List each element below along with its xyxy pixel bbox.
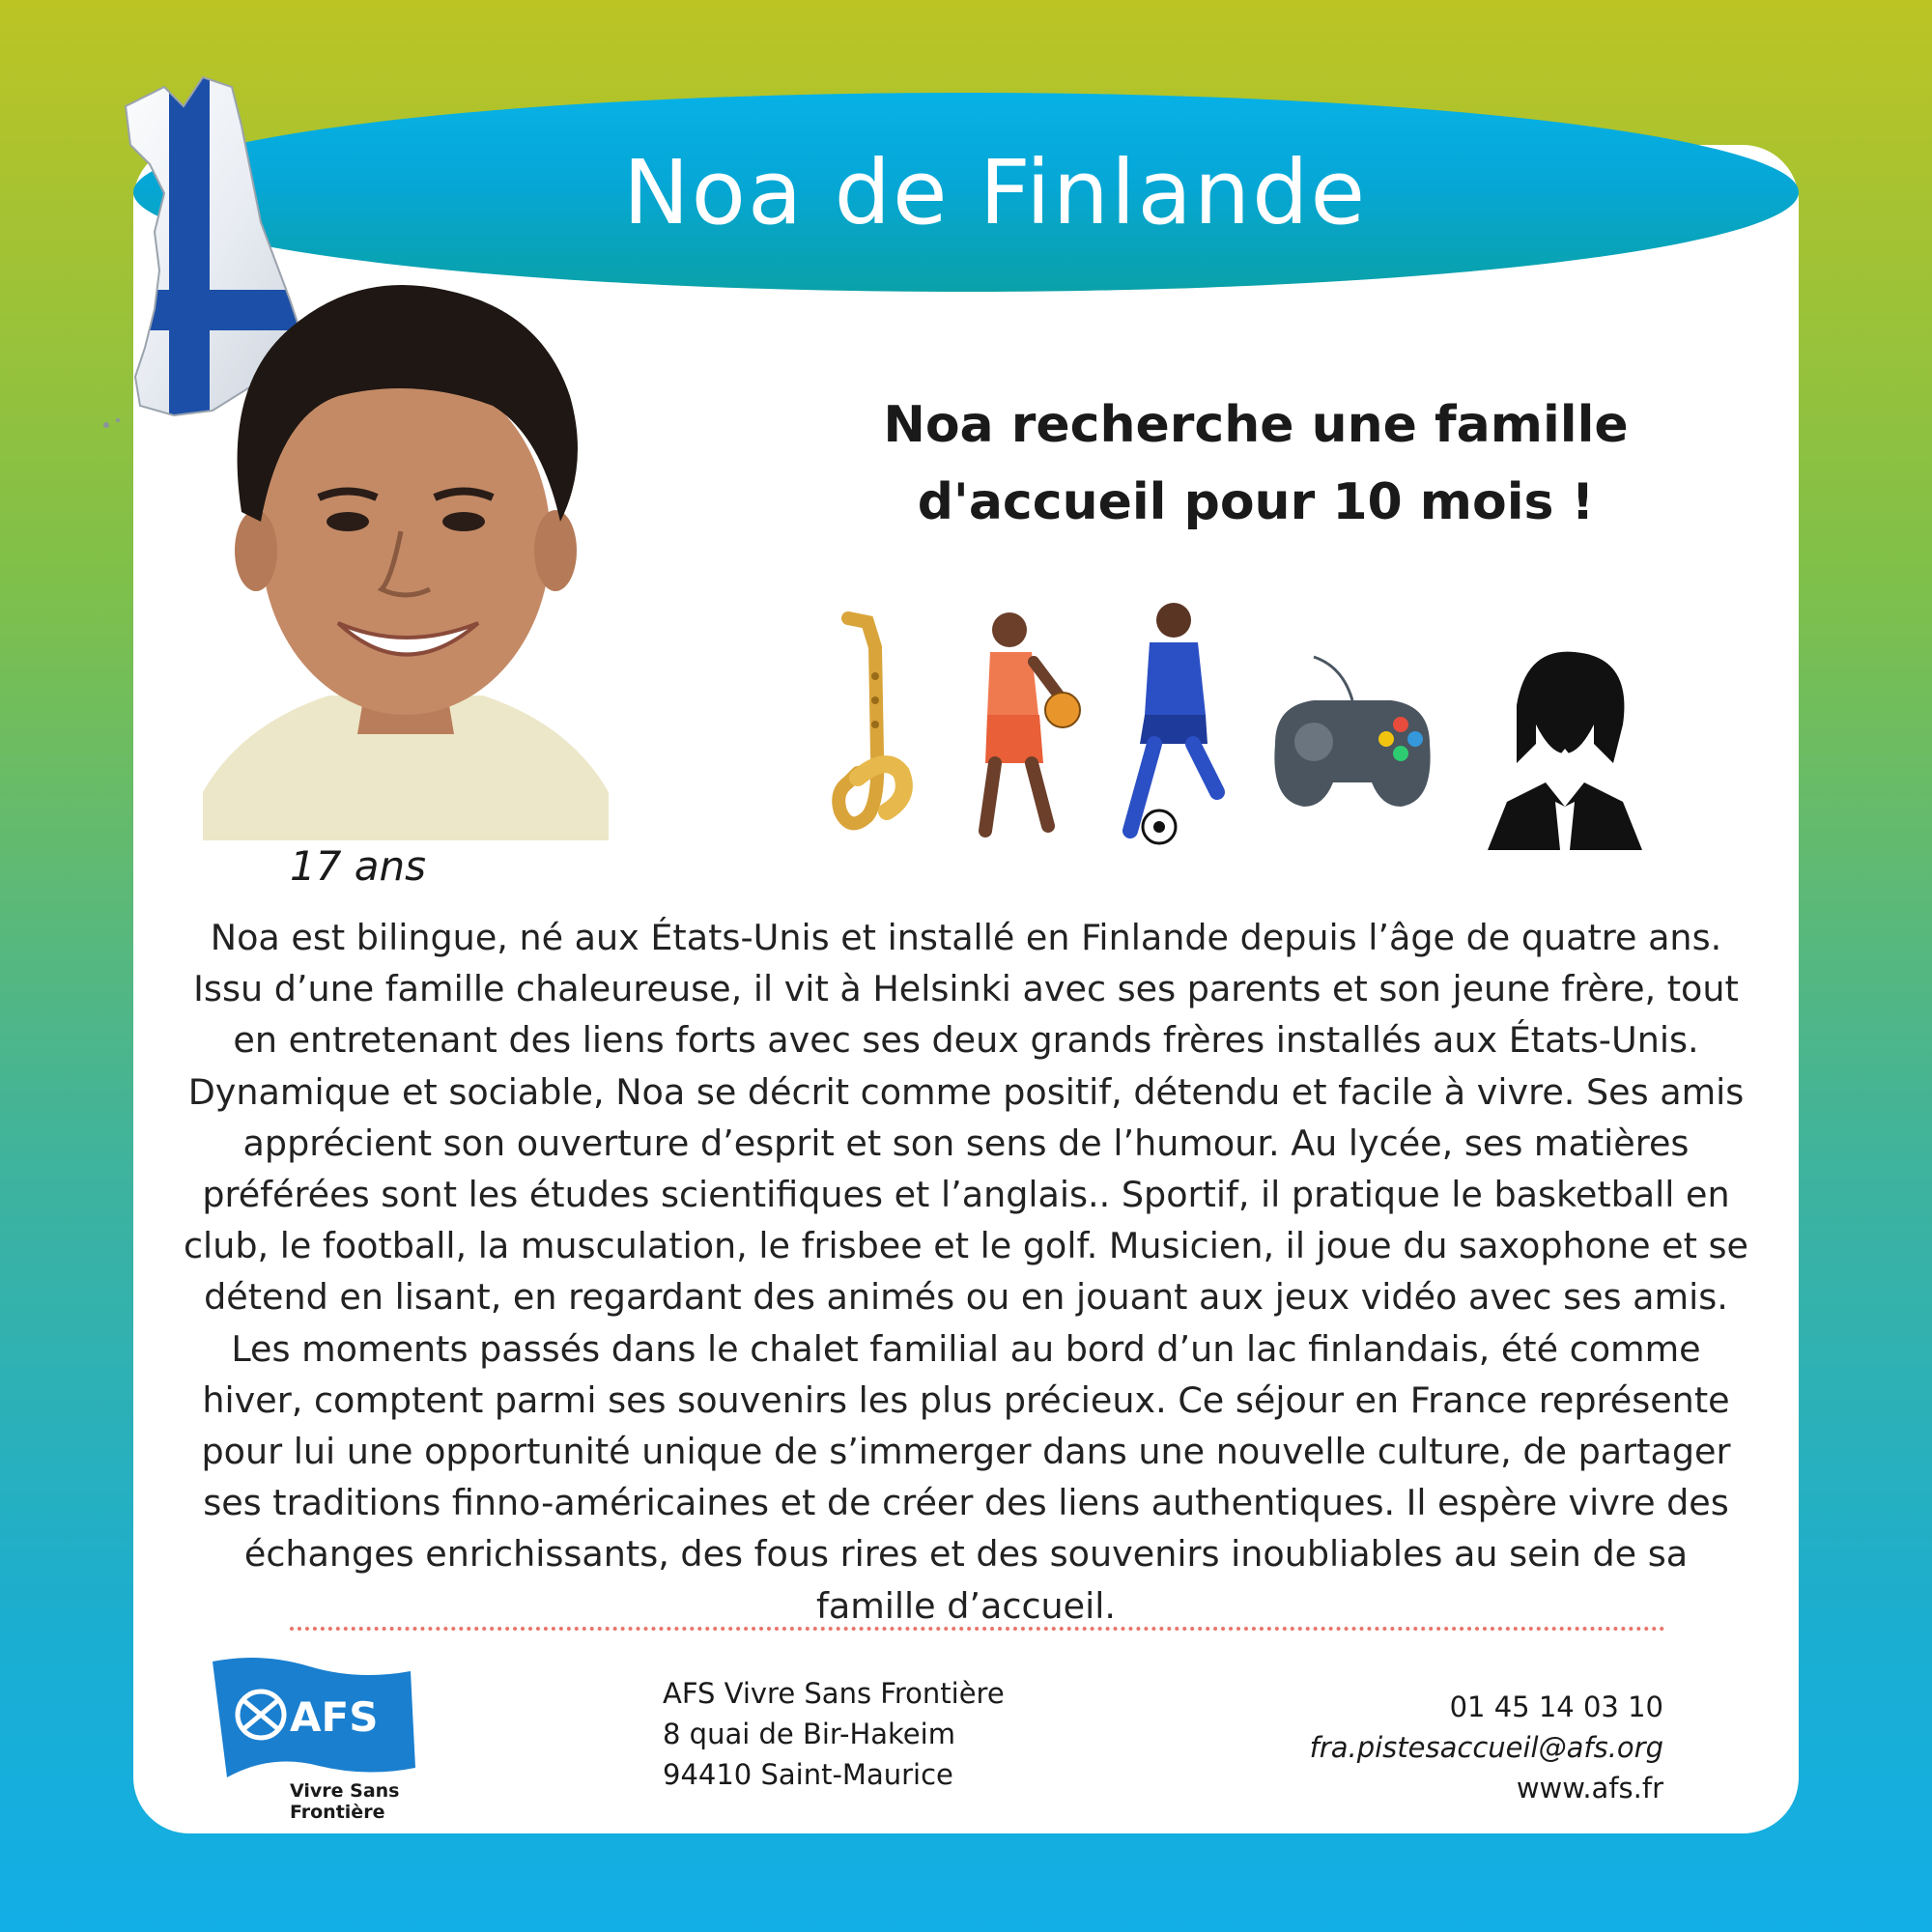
afs-logo <box>203 1652 425 1826</box>
contact-block <box>1310 1687 1663 1808</box>
afs-logo-text: AFS <box>290 1693 379 1741</box>
headline <box>792 386 1719 541</box>
saxophone-icon <box>829 609 916 840</box>
phone-number[interactable]: 01 45 14 03 10 <box>1449 1690 1663 1723</box>
address-block <box>663 1673 1005 1795</box>
afs-tagline-1: Vivre Sans <box>290 1780 400 1802</box>
divider <box>290 1627 1665 1631</box>
headline-line-1: Noa recherche une famille <box>883 396 1629 454</box>
football-player-icon <box>1101 599 1246 850</box>
email-link[interactable]: fra.pistesaccueil@afs.org <box>1309 1731 1663 1764</box>
page-title: Noa de Finlande <box>622 140 1368 244</box>
website-link[interactable]: www.afs.fr <box>1516 1772 1663 1804</box>
anime-character-icon <box>1478 638 1652 850</box>
bio-paragraph: Noa est bilingue, né aux États-Unis et installé en Finlande depuis l’âge de quatre ans. Issu d’une famille chaleureuse, il vit à Helsinki avec ses parents et son jeune frère, tout en entretenant des liens forts avec ses deux grands frères installés aux États-Unis. Dynamique et sociable, Noa se décrit comme positif, détendu et facile à vivre. Ses amis apprécient son ouverture d’esprit et son sens de l’humour. Au lycée, ses matières préférées sont les études scientifiques et l’anglais.. Sportif, il pratique le basketball en club, le football, la musculation, le frisbee et le golf. Musicien, il joue du saxophone et se détend en lisant, en regardant des animés ou en jouant aux jeux vidéo avec ses amis. Les moments passés dans le chalet familial au bord d’un lac finlandais, été comme hiver, comptent parmi ses souvenirs les plus précieux. Ce séjour en France représente pour lui une opportunité unique de s’immerger dans une nouvelle culture, de partager ses traditions finno-américaines et de créer des liens authentiques. Il espère vivre des échanges enrichissants, des fous rires et des souvenirs inoubliables au sein de sa famille d’accueil. <box>183 917 1748 1627</box>
address-line-2: 8 quai de Bir-Hakeim <box>663 1718 955 1750</box>
portrait-photo <box>203 270 609 840</box>
address-line-3: 94410 Saint-Maurice <box>663 1758 953 1791</box>
address-line-1: AFS Vivre Sans Frontière <box>663 1677 1005 1710</box>
hobbies-row <box>811 599 1662 850</box>
age-label: 17 ans <box>290 842 427 890</box>
title-banner <box>133 93 1799 292</box>
headline-line-2: d'accueil pour 10 mois ! <box>917 473 1595 531</box>
basketball-player-icon <box>956 609 1082 850</box>
afs-tagline-2: Frontière <box>290 1802 385 1823</box>
game-controller-icon <box>1256 638 1449 831</box>
